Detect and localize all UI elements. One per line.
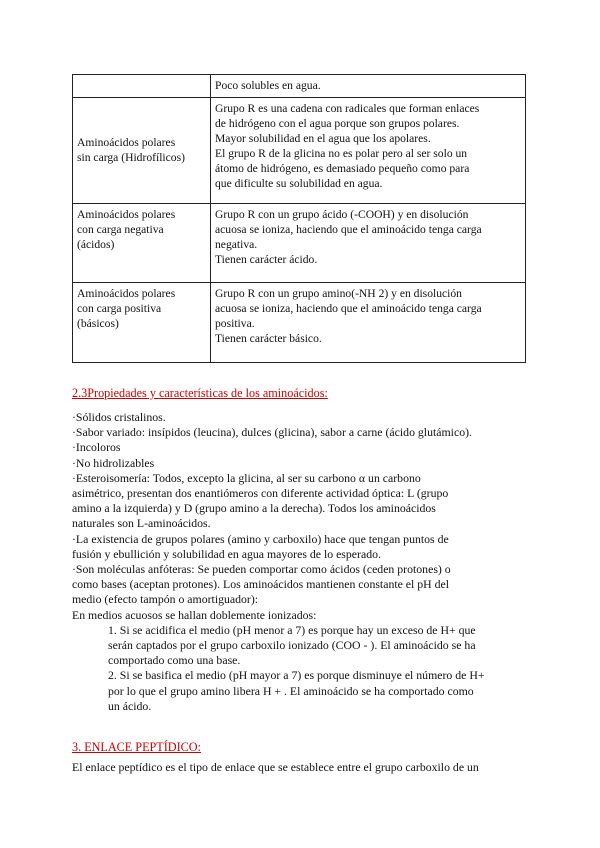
category-line: con carga positiva (77, 302, 162, 315)
paragraph-line: ·Esteroisomería: Todos, excepto la glicina, al ser su carbono α un carbono (72, 470, 421, 485)
category-cell (73, 204, 211, 283)
list-item-continuation: un ácido. (108, 698, 152, 713)
description-line: Mayor solubilidad en el agua que los apolares. (215, 132, 431, 145)
description-line: que dificulte su solubilidad en agua. (215, 177, 383, 190)
description-line: Grupo R con un grupo amino(-NH 2) y en disolución (215, 287, 462, 300)
category-line: con carga negativa (77, 223, 164, 236)
description-line: positiva. (215, 317, 255, 330)
category-line: Aminoácidos polares (77, 136, 176, 149)
description-line: Tienen carácter básico. (215, 332, 322, 345)
amino-acid-classification-table (72, 74, 526, 363)
description-line: Grupo R con un grupo ácido (-COOH) y en disolución (215, 208, 469, 221)
paragraph-line: El enlace peptídico es el tipo de enlace que se establece entre el grupo carboxilo de un (72, 760, 479, 774)
description-line: negativa. (215, 238, 258, 251)
section-3-heading: 3. ENLACE PEPTÍDICO: (72, 740, 201, 754)
category-line: (básicos) (77, 317, 119, 330)
table-row (73, 98, 526, 204)
description-line: de hidrógeno con el agua porque son grupos polares. (215, 117, 460, 130)
description-line: Tienen carácter ácido. (215, 253, 318, 266)
description-line: Grupo R es una cadena con radicales que forman enlaces (215, 102, 480, 115)
description-line: acuosa se ioniza, haciendo que el aminoácido tenga carga (215, 223, 482, 236)
category-line: sin carga (Hidrofílicos) (77, 151, 185, 164)
category-cell (73, 283, 211, 363)
table-row (73, 204, 526, 283)
list-item-continuation: serán captados por el grupo carboxilo ionizado (COO - ). El aminoácido se ha (108, 638, 476, 653)
paragraph-line: como bases (aceptan protones). Los aminoácidos mantienen constante el pH del (72, 577, 450, 592)
paragraph-line: ·La existencia de grupos polares (amino y carboxilo) hace que tengan puntos de (72, 531, 449, 546)
paragraph-line: En medios acuosos se hallan doblemente ionizados: (72, 607, 317, 622)
description-cell (211, 75, 526, 98)
paragraph-line: ·Sólidos cristalinos. (72, 410, 166, 424)
paragraph-line: asimétrico, presentan dos enantiómeros con diferente actividad óptica: L (grupo (72, 486, 449, 501)
paragraph-line: ·No hidrolizables (72, 455, 155, 470)
paragraph-line: naturales son L-aminoácidos. (72, 516, 211, 531)
description-line: El grupo R de la glicina no es polar pero al ser solo un (215, 147, 468, 160)
section-2-3-heading: 2.3Propiedades y características de los aminoácidos: (72, 386, 328, 400)
category-cell (73, 75, 211, 98)
table-row (73, 283, 526, 363)
paragraph-line: medio (efecto tampón o amortiguador): (72, 592, 259, 607)
paragraph-line: fusión y ebullición y solubilidad en agua mayores de lo esperado. (72, 546, 381, 561)
list-item-continuation: comportado como una base. (108, 653, 241, 668)
list-item-continuation: por lo que el grupo amino libera H + . El aminoácido se ha comportado como (108, 683, 474, 698)
table-row (73, 75, 526, 98)
description-cell (211, 283, 526, 363)
list-item-line: 2. Si se basifica el medio (pH mayor a 7) es porque disminuye el número de H+ (108, 668, 485, 683)
list-item-line: 1. Si se acidifica el medio (pH menor a 7) es porque hay un exceso de H+ que (108, 622, 476, 637)
description-cell (211, 204, 526, 283)
paragraph-line: amino a la izquierda) y D (grupo amino a la derecha). Todos los aminoácidos (72, 501, 436, 516)
category-line: (ácidos) (77, 238, 115, 251)
section-2-3-body (72, 410, 528, 714)
paragraph-line: ·Incoloros (72, 440, 121, 455)
paragraph-line: ·Son moléculas anfóteras: Se pueden comportar como ácidos (ceden protones) o (72, 562, 451, 577)
description-cell (211, 98, 526, 204)
description-line: Poco solubles en agua. (215, 79, 321, 92)
category-cell (73, 98, 211, 204)
description-line: átomo de hidrógeno, es demasiado pequeño como para (215, 162, 470, 175)
category-line: Aminoácidos polares (77, 287, 176, 300)
section-3-body (72, 760, 528, 775)
paragraph-line: ·Sabor variado: insípidos (leucina), dulces (glicina), sabor a carne (ácido glutámico). (72, 425, 472, 440)
category-line: Aminoácidos polares (77, 208, 176, 221)
description-line: acuosa se ioniza, haciendo que el aminoácido tenga carga (215, 302, 482, 315)
